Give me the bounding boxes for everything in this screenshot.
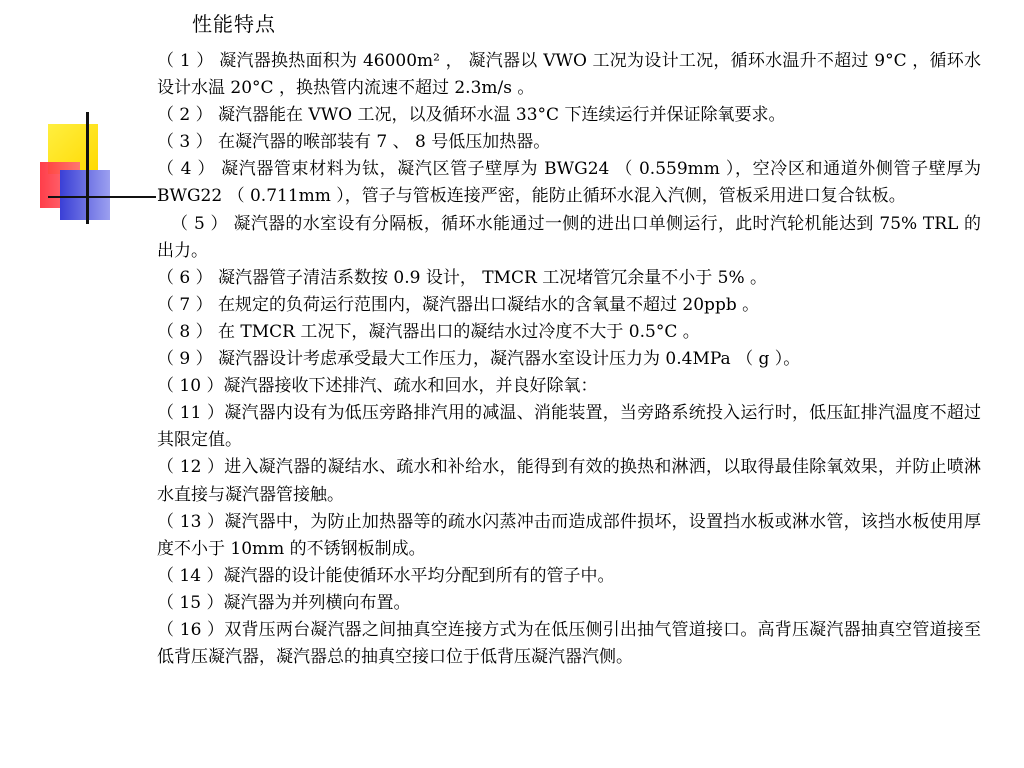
list-item-8: （ 8 ） 在 TMCR 工况下，凝汽器出口的凝结水过冷度不大于 0.5°C 。 bbox=[157, 321, 700, 342]
slide-title: 性能特点 bbox=[192, 12, 276, 36]
performance-list bbox=[157, 48, 981, 671]
list-item-13: （ 13 ）凝汽器中，为防止加热器等的疏水闪蒸冲击而造成部件损坏，设置挡水板或淋水管，该挡水板使用厚度不小于 10mm 的不锈钢板制成。 bbox=[157, 511, 981, 559]
list-item-11: （ 11 ）凝汽器内设有为低压旁路排汽用的减温、消能装置，当旁路系统投入运行时，低压缸排汽温度不超过其限定值。 bbox=[157, 403, 981, 451]
list-item-15: （ 15 ）凝汽器为并列横向布置。 bbox=[157, 592, 411, 613]
list-item-16: （ 16 ）双背压两台凝汽器之间抽真空连接方式为在低压侧引出抽气管道接口。高背压凝汽器抽真空管道接至低背压凝汽器，凝汽器总的抽真空接口位于低背压凝汽器汽侧。 bbox=[157, 619, 981, 668]
list-item-14: （ 14 ）凝汽器的设计能使循环水平均分配到所有的管子中。 bbox=[157, 565, 615, 586]
list-item-9: （ 9 ） 凝汽器设计考虑承受最大工作压力，凝汽器水室设计压力为 0.4MPa （ g ）。 bbox=[157, 349, 801, 370]
list-item-5: （ 5 ） 凝汽器的水室设有分隔板，循环水能通过一侧的进出口单侧运行，此时汽轮机能达到 75% TRL 的出力。 bbox=[157, 213, 981, 261]
list-item-2: （ 2 ） 凝汽器能在 VWO 工况，以及循环水温 33°C 下连续运行并保证除氧要求。 bbox=[157, 105, 786, 126]
list-item-10: （ 10 ）凝汽器接收下述排汽、疏水和回水，并良好除氧： bbox=[157, 376, 598, 397]
list-item-12: （ 12 ）进入凝汽器的凝结水、疏水和补给水，能得到有效的换热和淋洒，以取得最佳除氧效果，并防止喷淋水直接与凝汽器管接触。 bbox=[157, 457, 981, 505]
list-item-7: （ 7 ） 在规定的负荷运行范围内，凝汽器出口凝结水的含氧量不超过 20ppb 。 bbox=[157, 294, 760, 315]
list-item-1: （ 1 ） 凝汽器换热面积为 46000m² ， 凝汽器以 VWO 工况为设计工况，循环水温升不超过 9°C ，循环水设计水温 20°C ，换热管内流速不超过 2.3m/s 。 bbox=[157, 51, 981, 99]
list-item-4: （ 4 ） 凝汽器管束材料为钛，凝汽区管子壁厚为 BWG24 （ 0.559mm ），空冷区和通道外侧管子壁厚为 BWG22 （ 0.711mm ），管子与管板连接严密，能防止循环水混入汽侧，管板采用进口复合钛板。 bbox=[157, 159, 981, 207]
decor-horizontal-line bbox=[48, 196, 156, 198]
list-item-6: （ 6 ） 凝汽器管子清洁系数按 0.9 设计， TMCR 工况堵管冗余量不小于 5% 。 bbox=[157, 267, 768, 288]
decor-vertical-line bbox=[86, 112, 89, 224]
decor-blue-square bbox=[60, 170, 110, 220]
list-item-3: （ 3 ） 在凝汽器的喉部装有 7 、 8 号低压加热器。 bbox=[157, 132, 551, 153]
